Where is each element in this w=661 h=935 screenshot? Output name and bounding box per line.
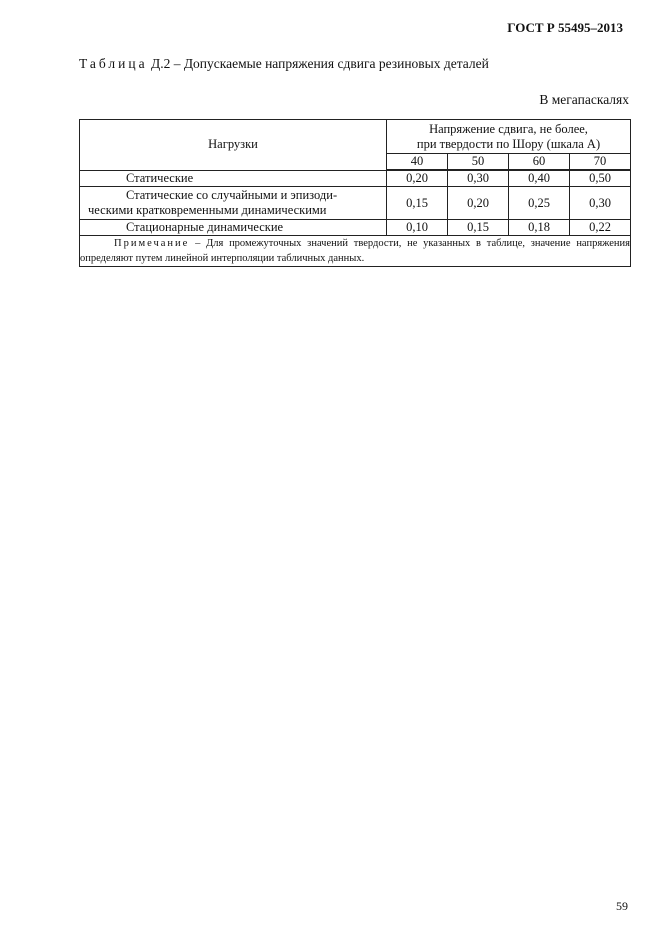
load-cell xyxy=(80,187,387,220)
value-cell: 0,40 xyxy=(509,170,570,187)
stress-column-header xyxy=(387,120,631,154)
value-cell: 0,15 xyxy=(387,187,448,220)
hardness-header: 50 xyxy=(448,154,509,171)
document-header: ГОСТ Р 55495–2013 xyxy=(507,20,623,35)
hardness-header: 40 xyxy=(387,154,448,171)
value-cell: 0,18 xyxy=(509,220,570,236)
value-cell: 0,22 xyxy=(570,220,631,236)
value-cell: 0,25 xyxy=(509,187,570,220)
load-cell: Статические xyxy=(80,170,387,187)
table-row xyxy=(80,220,631,236)
value-cell: 0,20 xyxy=(448,187,509,220)
load-cell: Стационарные динамические xyxy=(80,220,387,236)
note-row xyxy=(80,236,631,267)
load-cell-line2: ческими кратковременными динамическими xyxy=(88,203,327,217)
table-row xyxy=(80,170,631,187)
load-cell-line1: Статические со случайными и эпизоди- xyxy=(126,188,338,202)
value-cell: 0,15 xyxy=(448,220,509,236)
table-caption-number: Д.2 xyxy=(151,56,171,71)
page-number: 59 xyxy=(616,899,628,913)
hardness-header: 60 xyxy=(509,154,570,171)
hardness-header: 70 xyxy=(570,154,631,171)
table-caption-title: – Допускаемые напряжения сдвига резиновых деталей xyxy=(173,56,489,71)
stress-header-line1: Напряжение сдвига, не более, xyxy=(429,122,588,136)
stress-header-line2: при твердости по Шору (шкала А) xyxy=(416,137,601,151)
note-label: Примечание xyxy=(114,238,190,249)
value-cell: 0,30 xyxy=(570,187,631,220)
table-caption xyxy=(79,56,489,72)
table-caption-label: Таблица xyxy=(79,56,148,71)
note-text: – Для промежуточных значений твердости, не указанных в таблице, значение напряжения определяют путем линейной интерполяции табличных данных. xyxy=(80,238,630,264)
table-note xyxy=(80,236,631,267)
shear-stress-table xyxy=(79,119,631,267)
value-cell: 0,30 xyxy=(448,170,509,187)
value-cell: 0,10 xyxy=(387,220,448,236)
units-label: В мегапаскалях xyxy=(539,92,629,107)
value-cell: 0,20 xyxy=(387,170,448,187)
load-column-header: Нагрузки xyxy=(80,120,387,171)
value-cell: 0,50 xyxy=(570,170,631,187)
table-row xyxy=(80,187,631,220)
